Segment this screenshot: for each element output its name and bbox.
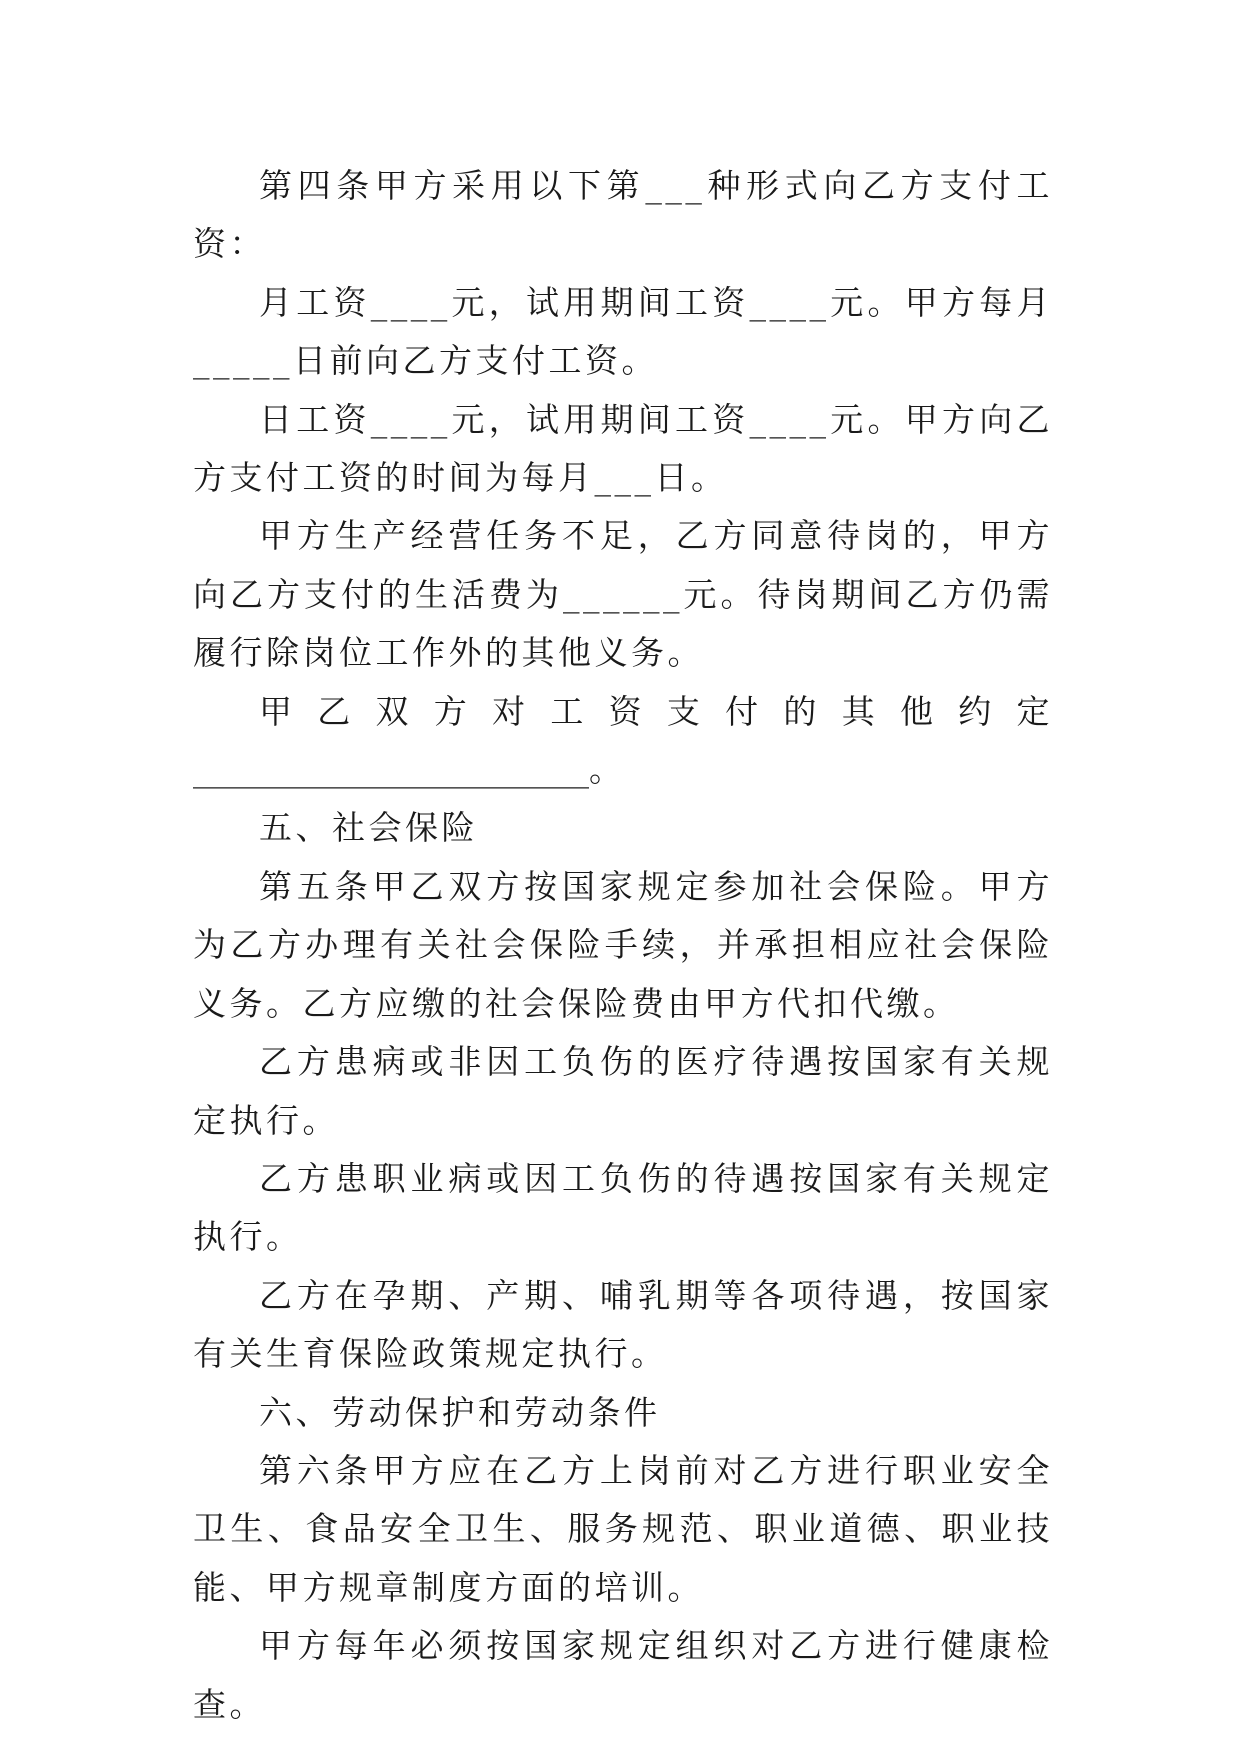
section-6-heading: 六、劳动保护和劳动条件 xyxy=(259,1392,661,1432)
illness-treatment-paragraph: 乙方患病或非因工负伤的医疗待遇按国家有关规定执行。 xyxy=(193,1042,1053,1140)
document-body xyxy=(193,157,1053,1734)
monthly-wage-paragraph: 月工资____元，试用期间工资____元。甲方每月_____日前向乙方支付工资。 xyxy=(193,282,1053,381)
daily-wage-paragraph: 日工资____元，试用期间工资____元。甲方向乙方支付工资的时间为每月___日。 xyxy=(193,399,1053,498)
health-check-paragraph: 甲方每年必须按国家规定组织对乙方进行健康检查。 xyxy=(193,1626,1053,1724)
article-5-paragraph: 第五条甲乙双方按国家规定参加社会保险。甲方为乙方办理有关社会保险手续，并承担相应社会保险义务。乙方应缴的社会保险费由甲方代扣代缴。 xyxy=(193,866,1053,1023)
maternity-paragraph: 乙方在孕期、产期、哺乳期等各项待遇，按国家有关生育保险政策规定执行。 xyxy=(193,1275,1053,1374)
standby-allowance-paragraph: 甲方生产经营任务不足，乙方同意待岗的，甲方向乙方支付的生活费为______元。待岗期间乙方仍需履行除岗位工作外的其他义务。 xyxy=(193,516,1053,673)
section-5-heading: 五、社会保险 xyxy=(259,808,478,848)
article-4-paragraph: 第四条甲方采用以下第___种形式向乙方支付工资： xyxy=(193,166,1053,264)
other-wage-agreement-paragraph: 甲乙双方对工资支付的其他约定 xyxy=(259,691,1053,731)
article-6-paragraph: 第六条甲方应在乙方上岗前对乙方进行职业安全卫生、食品安全卫生、服务规范、职业道德、职业技能、甲方规章制度方面的培训。 xyxy=(193,1450,1053,1607)
occupational-injury-paragraph: 乙方患职业病或因工负伤的待遇按国家有关规定执行。 xyxy=(193,1158,1053,1257)
other-wage-agreement-blank: ________________________。 xyxy=(193,750,622,790)
